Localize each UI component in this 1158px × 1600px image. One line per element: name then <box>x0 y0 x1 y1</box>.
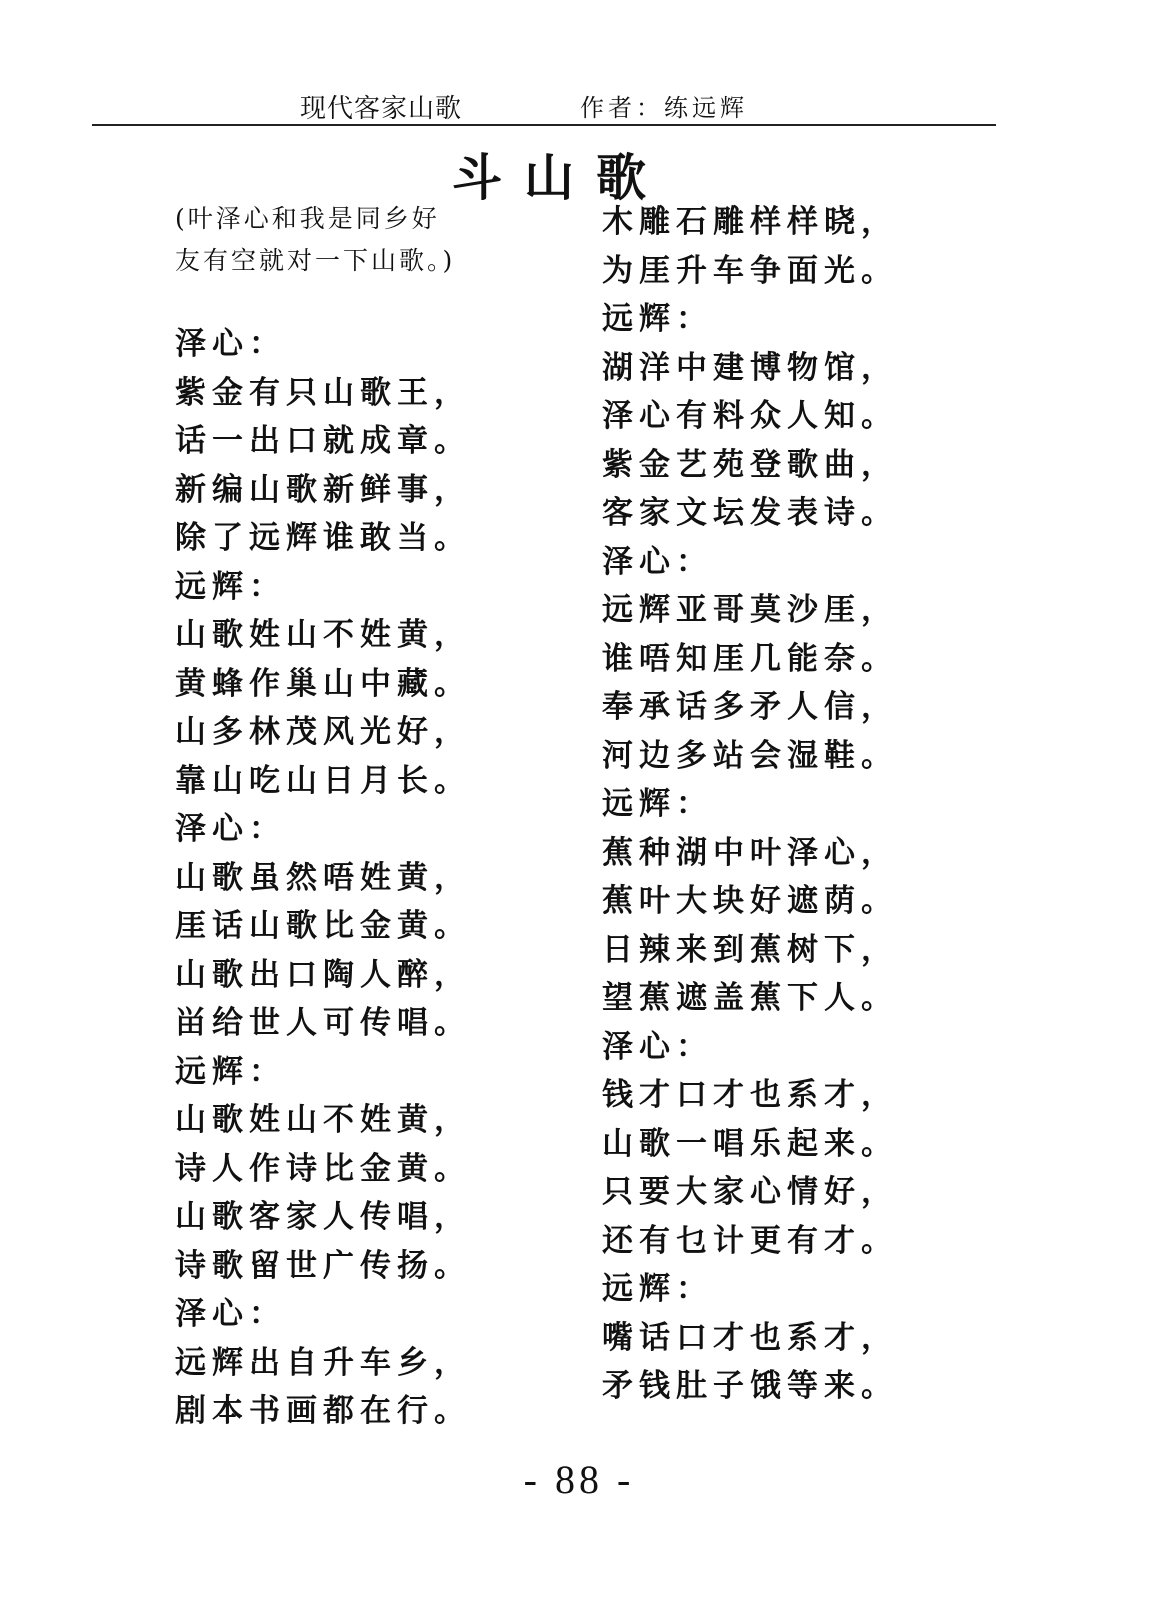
stanza <box>175 1290 535 1436</box>
stanza <box>602 1023 932 1266</box>
stanza <box>602 198 932 295</box>
speaker-label: 泽心： <box>175 811 286 847</box>
verse-line: 诗歌留世广传扬。 <box>175 1247 471 1284</box>
verse-line: 剧本书画都在行。 <box>175 1393 471 1429</box>
verse-line: 紫金艺苑登歌曲， <box>602 446 898 483</box>
verse-line: 谁唔知厓几能奈。 <box>602 640 898 677</box>
verse-line: 远辉亚哥莫沙厓， <box>602 592 898 628</box>
verse-line: 蕉叶大块好遮荫。 <box>602 883 898 919</box>
poem-title: 斗山歌 <box>452 149 668 207</box>
verse-line: 山歌姓山不姓黄， <box>175 1102 471 1138</box>
running-header <box>0 84 1158 124</box>
speaker-label: 远辉： <box>602 301 713 337</box>
verse-line: 山歌出口陶人醉， <box>175 956 471 993</box>
verse-line: 山歌一唱乐起来。 <box>602 1125 898 1162</box>
verse-line: 山歌姓山不姓黄， <box>175 617 471 653</box>
verse-line: 钱才口才也系才， <box>602 1077 898 1113</box>
verse-line: 厓话山歌比金黄。 <box>175 908 471 944</box>
left-stanzas <box>175 320 535 1436</box>
verse-line: 诗人作诗比金黄。 <box>175 1150 471 1187</box>
speaker-label: 远辉： <box>602 786 713 822</box>
header-rule <box>92 124 996 126</box>
poem-note: (叶泽心和我是同乡好 友有空就对一下山歌。) <box>175 204 456 275</box>
verse-line: 木雕石雕样样晓， <box>602 204 898 240</box>
book-title: 现代客家山歌 <box>300 94 463 124</box>
page-number: - 88 - <box>523 1457 635 1502</box>
verse-line: 紫金有只山歌王， <box>175 374 471 411</box>
speaker-label: 远辉： <box>175 568 286 605</box>
verse-line: 河边多站会湿鞋。 <box>602 737 898 774</box>
left-column <box>175 198 535 1436</box>
stanza <box>175 1048 535 1291</box>
verse-line: 蕉种湖中叶泽心， <box>602 834 898 871</box>
verse-line: 山歌虽然唔姓黄， <box>175 859 471 896</box>
verse-line: 为厓升车争面光。 <box>602 252 898 289</box>
verse-line: 山歌客家人传唱， <box>175 1199 471 1235</box>
stanza <box>602 780 932 1023</box>
verse-line: 山多林茂风光好， <box>175 714 471 750</box>
verse-line: 黄蜂作巢山中藏。 <box>175 665 471 702</box>
verse-line: 奉承话多矛人信， <box>602 689 898 725</box>
speaker-label: 泽心： <box>175 1296 286 1332</box>
verse-line: 话一出口就成章。 <box>175 423 471 459</box>
verse-line: 除了远辉谁敢当。 <box>175 520 471 556</box>
stanza <box>175 320 535 563</box>
verse-line: 湖洋中建博物馆， <box>602 349 898 386</box>
stanza <box>175 563 535 806</box>
verse-line: 新编山歌新鲜事， <box>175 471 471 508</box>
right-column <box>602 198 932 1411</box>
speaker-label: 泽心： <box>602 543 713 580</box>
verse-line: 泽心有料众人知。 <box>602 398 898 434</box>
stanza <box>602 295 932 538</box>
author-credit: 作者：练远辉 <box>580 94 748 122</box>
stanza <box>602 1265 932 1411</box>
right-stanzas <box>602 198 932 1411</box>
verse-line: 靠山吃山日月长。 <box>175 762 471 799</box>
speaker-label: 远辉： <box>602 1271 713 1307</box>
verse-line: 畄给世人可传唱。 <box>175 1005 471 1041</box>
verse-line: 远辉出自升车乡， <box>175 1344 471 1381</box>
stanza <box>602 538 932 781</box>
speaker-label: 泽心： <box>175 326 286 362</box>
speaker-label: 泽心： <box>602 1028 713 1065</box>
verse-line: 矛钱肚子饿等来。 <box>602 1368 898 1404</box>
stanza <box>175 805 535 1048</box>
verse-line: 嘴话口才也系才， <box>602 1319 898 1356</box>
verse-line: 望蕉遮盖蕉下人。 <box>602 980 898 1016</box>
speaker-label: 远辉： <box>175 1053 286 1090</box>
verse-line: 客家文坛发表诗。 <box>602 495 898 531</box>
verse-line: 只要大家心情好， <box>602 1174 898 1210</box>
verse-line: 还有乜计更有才。 <box>602 1222 898 1259</box>
verse-line: 日辣来到蕉树下， <box>602 931 898 968</box>
